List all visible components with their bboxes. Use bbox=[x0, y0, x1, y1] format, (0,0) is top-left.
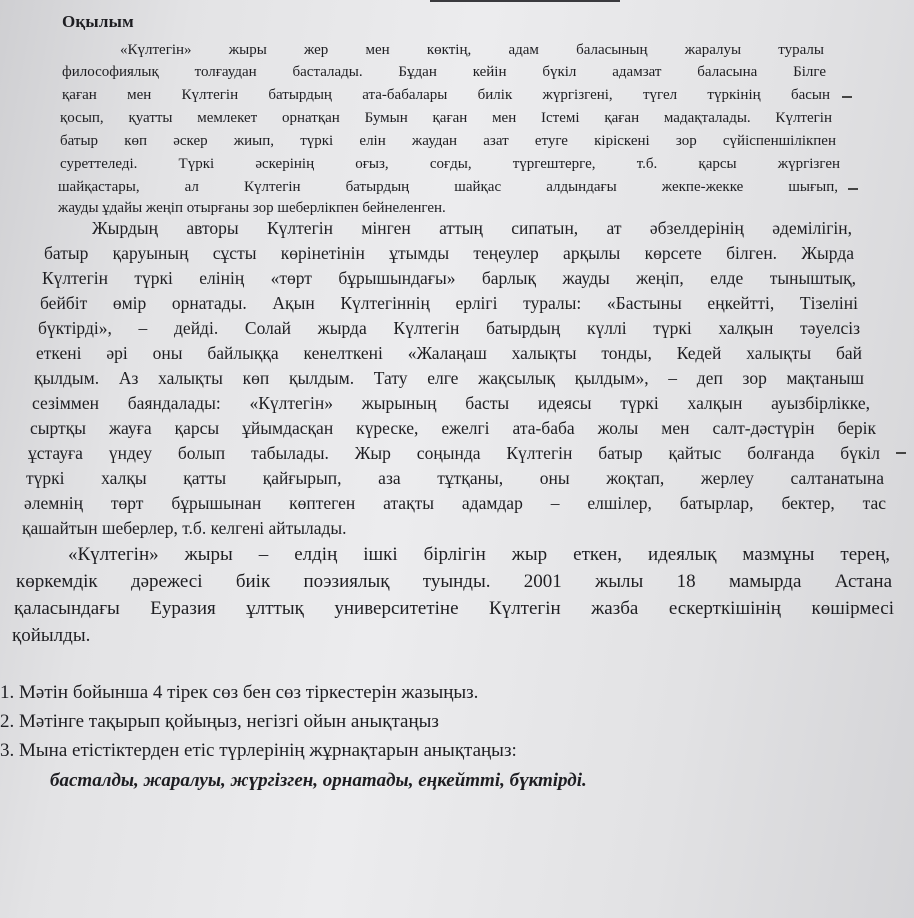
paragraph-line: қаған мен Күлтегін батырдың ата-бабалары билік жүргізгені, түгел түркінің басын bbox=[62, 87, 830, 103]
paragraph-line: батыр көп әскер жиып, түркі елін жаудан азат етуге кіріскені зор сүйіспеншілікпен bbox=[60, 133, 836, 149]
top-rule bbox=[430, 0, 620, 2]
task-item: 3. Мына етістіктерден етіс түрлерінің жұрнақтарын анықтаңыз: bbox=[0, 740, 517, 761]
paragraph-line: жауды ұдайы жеңіп отырғаны зор шеберлікпен бейнеленген. bbox=[58, 200, 446, 216]
paragraph-line: бүктірді», – дейді. Солай жырда Күлтегін батырдың күллі түркі халқын тәуелсіз bbox=[38, 318, 860, 338]
paragraph-line: қылдым. Аз халықты көп қылдым. Тату елге жақсылық қылдым», – деп зор мақтаныш bbox=[34, 368, 864, 388]
paragraph-line: бейбіт өмір орнатады. Ақын Күлтегіннің ерлігі туралы: «Бастыны еңкейтті, Тізеліні bbox=[40, 293, 858, 313]
section-heading: Оқылым bbox=[62, 12, 134, 31]
margin-mark bbox=[848, 188, 858, 190]
paragraph-line: әлемнің төрт бұрышынан көптеген атақты адамдар – елшілер, батырлар, бектер, тас bbox=[24, 493, 886, 513]
paragraph-line: батыр қаруының сұсты көрінетінін ұтымды теңеулер арқылы көрсете білген. Жырда bbox=[44, 243, 854, 263]
task-item: 1. Мәтін бойынша 4 тірек сөз бен сөз тіркестерін жазыңыз. bbox=[0, 682, 479, 703]
margin-mark bbox=[842, 96, 852, 98]
paragraph-line: қосып, қуатты мемлекет орнатқан Бумын қаған мен Істемі қаған мадақталады. Күлтегін bbox=[60, 110, 832, 126]
paragraph-line: суреттеледі. Түркі әскерінің оғыз, соғды, түргештерге, т.б. қарсы жүргізген bbox=[60, 156, 840, 172]
margin-mark bbox=[896, 452, 906, 454]
paragraph-line: «Күлтегін» жыры – елдің ішкі бірлігін жыр еткен, идеялық мазмұны терең, bbox=[68, 544, 890, 565]
paragraph-line: ұстауға үндеу болып табылады. Жыр соңында Күлтегін батыр қайтыс болғанда бүкіл bbox=[28, 443, 880, 463]
paragraph-line: сыртқы жауға қарсы ұйымдасқан күреске, ежелгі ата-баба жолы мен салт-дәстүрін берік bbox=[30, 418, 876, 438]
paragraph-line: түркі халқы қатты қайғырып, аза тұтқаны, оны жоқтап, жерлеу салтанатына bbox=[26, 468, 884, 488]
paragraph-line: философиялық толғаудан басталады. Бұдан кейін бүкіл адамзат баласына Білге bbox=[62, 64, 826, 80]
paragraph-line: шайқастары, ал Күлтегін батырдың шайқас алдындағы жекпе-жекке шығып, bbox=[58, 179, 838, 195]
paragraph-line: Жырдың авторы Күлтегін мінген аттың сипатын, ат әбзелдерінің әдемілігін, bbox=[92, 218, 852, 238]
paragraph-line: еткені әрі оны байлыққа кенелткені «Жалаңаш халықты тонды, Кедей халықты бай bbox=[36, 343, 862, 363]
paragraph-line: сезіммен баяндалады: «Күлтегін» жырының басты идеясы түркі халқын ауызбірлікке, bbox=[32, 393, 870, 413]
paragraph-line: «Күлтегін» жыры жер мен көктің, адам баласының жаралуы туралы bbox=[120, 42, 824, 58]
paragraph-line: Күлтегін түркі елінің «төрт бұрышындағы» барлық жауды жеңіп, елде тыныштық, bbox=[42, 268, 856, 288]
task-item: 2. Мәтінге тақырып қойыңыз, негізгі ойын анықтаңыз bbox=[0, 711, 439, 732]
paragraph-line: қаласындағы Еуразия ұлттық университетіне Күлтегін жазба ескерткішінің көшірмесі bbox=[14, 598, 894, 619]
paragraph-line: қойылды. bbox=[12, 625, 91, 646]
task-words: басталды, жаралуы, жүргізген, орнатады, еңкейтті, бүктірді. bbox=[50, 770, 587, 791]
paragraph-line: көркемдік дәрежесі биік поэзиялық туынды. 2001 жылы 18 мамырда Астана bbox=[16, 571, 892, 592]
paragraph-line: қашайтын шеберлер, т.б. келгені айтылады. bbox=[22, 518, 347, 538]
